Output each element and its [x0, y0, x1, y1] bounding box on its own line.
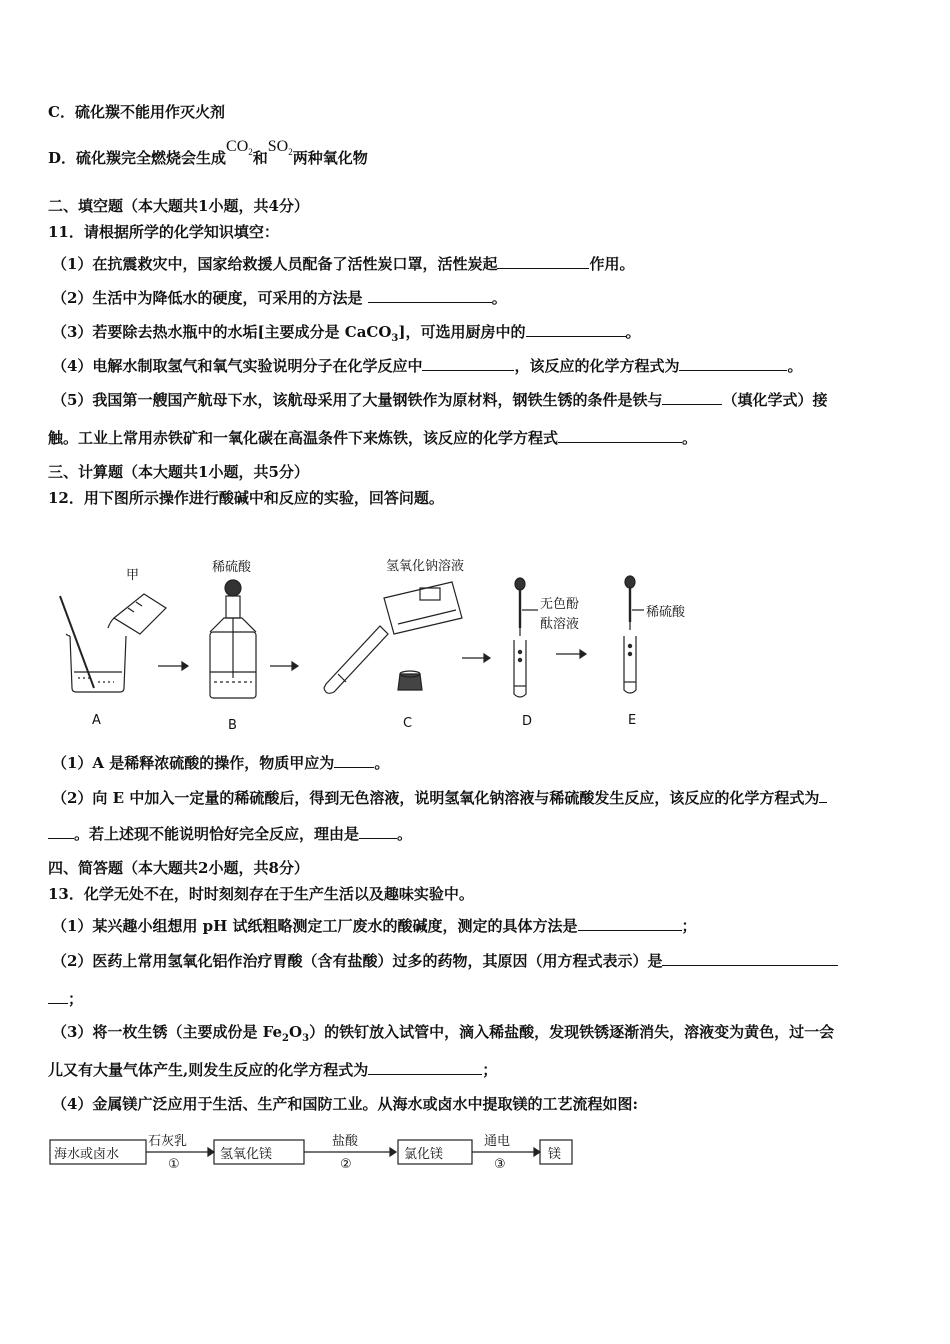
q11-part2: （2）生活中为降低水的硬度，可采用的方法是 。 [52, 289, 507, 307]
label-jia: 甲 [126, 568, 140, 583]
answer-blank[interactable] [334, 753, 374, 768]
label-fenbai-2: 酞溶液 [540, 617, 580, 632]
flow-step-3-number: ③ [494, 1157, 506, 1172]
so2-formula: $SO_2$ [267, 138, 293, 158]
question-12: 12．用下图所示操作进行酸碱中和反应的实验，回答问题。 [48, 489, 444, 507]
apparatus-c [324, 582, 462, 693]
option-c: C．硫化羰不能用作灭火剂 [48, 103, 225, 121]
flow-box-2: 氢氧化镁 [220, 1147, 273, 1162]
q13-part4: （4）金属镁广泛应用于生活、生产和国防工业。从海水或卤水中提取镁的工艺流程如图: [52, 1095, 638, 1113]
answer-blank[interactable] [48, 824, 74, 839]
q11-part3: （3）若要除去热水瓶中的水垢[主要成分是 CaCO$_3$]，可选用厨房中的 。 [52, 323, 641, 344]
apparatus-d [514, 578, 538, 697]
section-3-heading: 三、计算题（本大题共1小题，共5分） [48, 463, 309, 481]
q11-part4: （4）电解水制取氢气和氧气实验说明分子在化学反应中 ，该反应的化学方程式为 。 [52, 357, 803, 375]
q13-part1: （1）某兴趣小组想用 pH 试纸粗略测定工厂废水的酸碱度，测定的具体方法是 ； [52, 917, 697, 935]
answer-blank[interactable] [578, 916, 682, 931]
flow-box-3: 氯化镁 [404, 1147, 444, 1162]
answer-blank[interactable] [368, 288, 492, 303]
q11-part5-cont: 触。工业上常用赤铁矿和一氧化碳在高温条件下来炼铁，该反应的化学方程式 。 [48, 429, 698, 447]
flow-box-1: 海水或卤水 [54, 1147, 120, 1162]
answer-blank[interactable] [359, 824, 397, 839]
label-fenbai-1: 无色酚 [540, 597, 580, 612]
question-13: 13．化学无处不在，时时刻刻存在于生产生活以及趣味实验中。 [48, 885, 474, 903]
label-d: D [522, 714, 533, 729]
q13-part3: （3）将一枚生锈（主要成份是 $Fe_2O_3$）的铁钉放入试管中，滴入稀盐酸，发现铁锈逐渐消失，溶液变为黄色，过一会 [52, 1023, 835, 1044]
question-11: 11．请根据所学的化学知识填空： [48, 223, 279, 241]
section-4-heading: 四、简答题（本大题共2小题，共8分） [48, 859, 309, 877]
acid-base-experiment-figure [48, 548, 708, 733]
flow-step-1-number: ① [168, 1157, 180, 1172]
answer-blank[interactable] [662, 390, 722, 405]
q11-part5: （5）我国第一艘国产航母下水，该航母采用了大量钢铁作为原材料，钢铁生锈的条件是铁与 （填化学式）接 [52, 391, 828, 409]
flow-step-3-label: 通电 [484, 1134, 511, 1149]
answer-blank[interactable] [48, 989, 68, 1004]
section-2-heading: 二、填空题（本大题共1小题，共4分） [48, 197, 309, 215]
answer-blank[interactable] [497, 254, 589, 269]
answer-blank[interactable] [819, 788, 827, 803]
q12-part2: （2）向 E 中加入一定量的稀硫酸后，得到无色溶液，说明氢氧化钠溶液与稀硫酸发生反应，该反应的化学方程式为 [52, 788, 827, 808]
co2-formula: $CO_2$ [226, 138, 253, 158]
answer-blank[interactable] [662, 951, 838, 966]
label-xlsuan: 稀硫酸 [212, 560, 252, 575]
apparatus-a [60, 594, 166, 692]
flow-step-1-label: 石灰乳 [148, 1134, 188, 1149]
flow-step-2-label: 盐酸 [332, 1134, 359, 1149]
label-naoh: 氢氧化钠溶液 [386, 559, 465, 574]
q12-part2-cont: 。若上述现不能说明恰好完全反应，理由是 。 [48, 824, 412, 844]
flow-step-2-number: ② [340, 1157, 352, 1172]
option-d: D．硫化羰完全燃烧会生成$CO_2$和$SO_2$两种氧化物 [48, 138, 368, 167]
q13-part2: （2）医药上常用氢氧化铝作治疗胃酸（含有盐酸）过多的药物，其原因（用方程式表示）是 [52, 951, 838, 971]
magnesium-process-flow [48, 1128, 588, 1178]
answer-blank[interactable] [368, 1060, 482, 1075]
label-xlsuan-2: 稀硫酸 [646, 605, 686, 620]
answer-blank[interactable] [526, 322, 626, 337]
q11-part1: （1）在抗震救灾中，国家给救援人员配备了活性炭口罩，活性炭起 作用。 [52, 255, 635, 273]
answer-blank[interactable] [558, 428, 682, 443]
answer-blank[interactable] [422, 356, 514, 371]
q12-part1: （1）A 是稀释浓硫酸的操作，物质甲应为 。 [52, 754, 390, 772]
label-b: B [228, 718, 237, 733]
apparatus-b [210, 580, 256, 698]
q13-part2-cont: ； [48, 989, 83, 1009]
label-e: E [628, 713, 637, 728]
label-a: A [92, 713, 101, 728]
q13-part3-cont: 儿又有大量气体产生,则发生反应的化学方程式为 ； [48, 1061, 498, 1079]
flow-box-4: 镁 [548, 1147, 562, 1162]
answer-blank[interactable] [679, 356, 787, 371]
apparatus-e [624, 576, 644, 693]
label-c: C [403, 716, 413, 731]
